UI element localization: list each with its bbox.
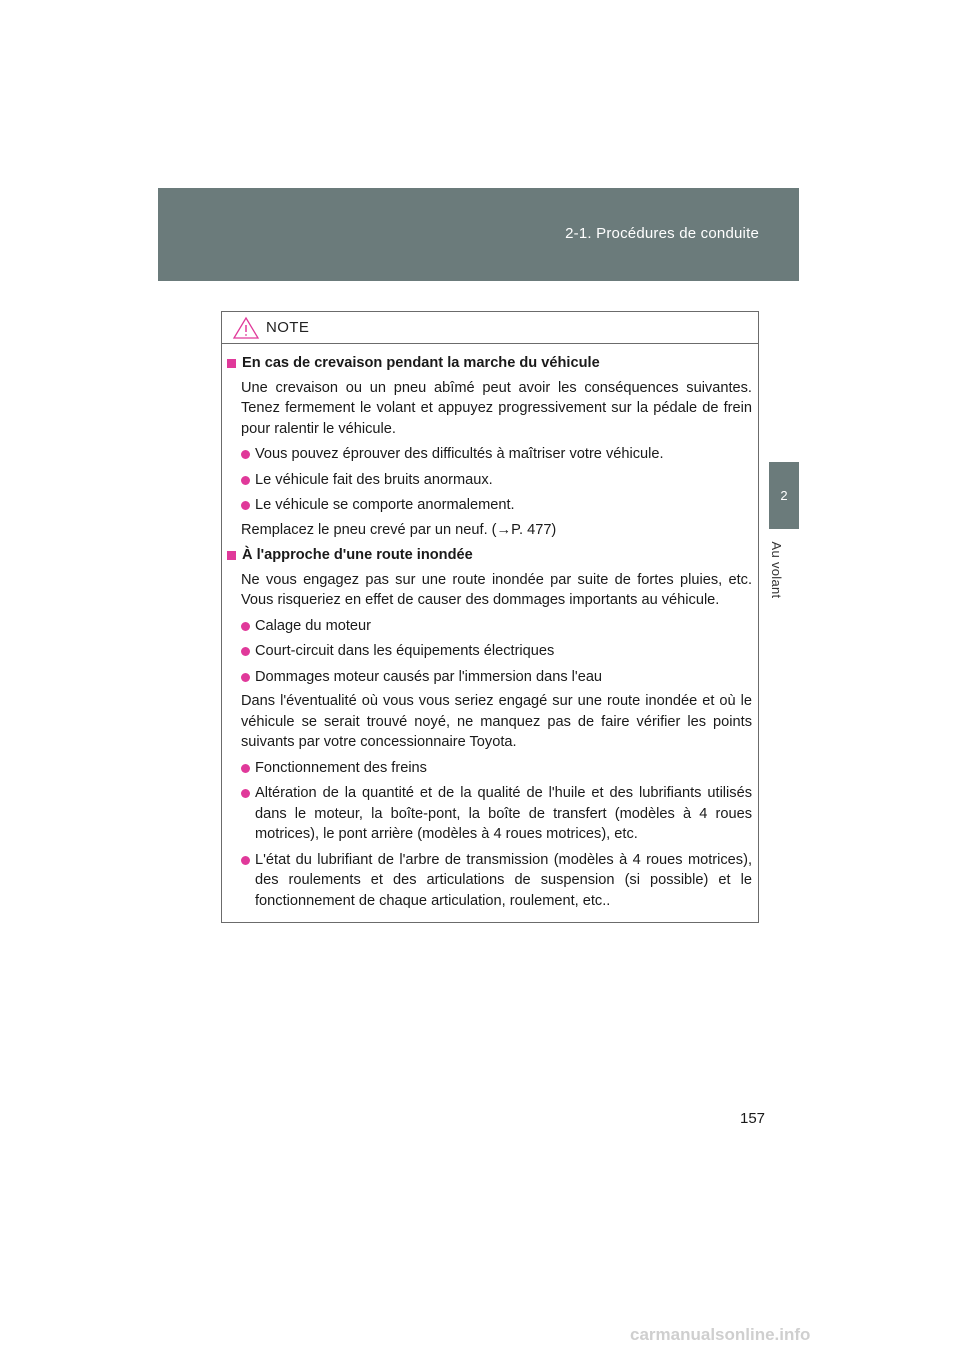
list-item: Le véhicule fait des bruits anormaux.: [241, 470, 752, 491]
list-item: Le véhicule se comporte anormalement.: [241, 495, 752, 516]
section-heading-flat-tire: [225, 353, 752, 374]
bullet-dot-icon: [241, 647, 250, 656]
paragraph: Dans l'éventualité où vous vous seriez engagé sur une route inondée et où le véhicule se serait trouvé noyé, ne manquez pas de faire vérifier les points suivants par votre concessionnaire Toyota.: [241, 693, 752, 750]
section-heading-flooded-road: [225, 545, 752, 566]
bullet-dot-icon: [241, 856, 250, 865]
section-heading-text: En cas de crevaison pendant la marche du véhicule: [242, 355, 600, 371]
note-body: [222, 344, 758, 911]
chapter-number: 2: [780, 488, 788, 503]
bullet-dot-icon: [241, 789, 250, 798]
paragraph: Remplacez le pneu crevé par un neuf. (→P. 477): [241, 521, 557, 538]
paragraph: Une crevaison ou un pneu abîmé peut avoir les conséquences suivantes. Tenez fermement le volant et appuyez progressivement sur la pédale de frein pour ralentir le véhicule.: [241, 379, 752, 437]
bullet-dot-icon: [241, 764, 250, 773]
note-label: NOTE: [266, 319, 310, 336]
header-band: [158, 188, 799, 281]
watermark: carmanualsonline.info: [630, 1325, 811, 1344]
paragraph: Ne vous engagez pas sur une route inondée par suite de fortes pluies, etc. Vous risqueriez en effet de causer des dommages importants au véhicule.: [241, 571, 752, 608]
list-item: Altération de la quantité et de la qualité de l'huile et des lubrifiants utilisés dans le moteur, la boîte-pont, la boîte de transfert (modèles à 4 roues motrices), le pont arrière (modèles à 4 roues motrices), etc.: [241, 783, 752, 845]
bullet-dot-icon: [241, 673, 250, 682]
chapter-label: Au volant: [769, 541, 784, 599]
list-item: Dommages moteur causés par l'immersion dans l'eau: [241, 667, 752, 688]
list-item: Calage du moteur: [241, 616, 752, 637]
square-bullet-icon: [227, 551, 236, 560]
square-bullet-icon: [227, 359, 236, 368]
section-title: 2-1. Procédures de conduite: [565, 225, 759, 242]
list-item: Court-circuit dans les équipements électriques: [241, 641, 752, 662]
note-box: [221, 311, 759, 923]
note-header: [222, 312, 758, 344]
bullet-dot-icon: [241, 476, 250, 485]
chapter-tab: [769, 462, 799, 529]
list-item: L'état du lubrifiant de l'arbre de transmission (modèles à 4 roues motrices), des roulements et des articulations de suspension (si possible) et le fonctionnement de chaque articulation, roulement, etc..: [241, 850, 752, 912]
bullet-dot-icon: [241, 501, 250, 510]
section-heading-text: À l'approche d'une route inondée: [242, 547, 473, 563]
list-item: Vous pouvez éprouver des difficultés à maîtriser votre véhicule.: [241, 444, 752, 465]
list-item: Fonctionnement des freins: [241, 758, 752, 779]
bullet-dot-icon: [241, 450, 250, 459]
warning-triangle-icon: [232, 316, 260, 340]
bullet-dot-icon: [241, 622, 250, 631]
page-number: 157: [740, 1110, 766, 1127]
